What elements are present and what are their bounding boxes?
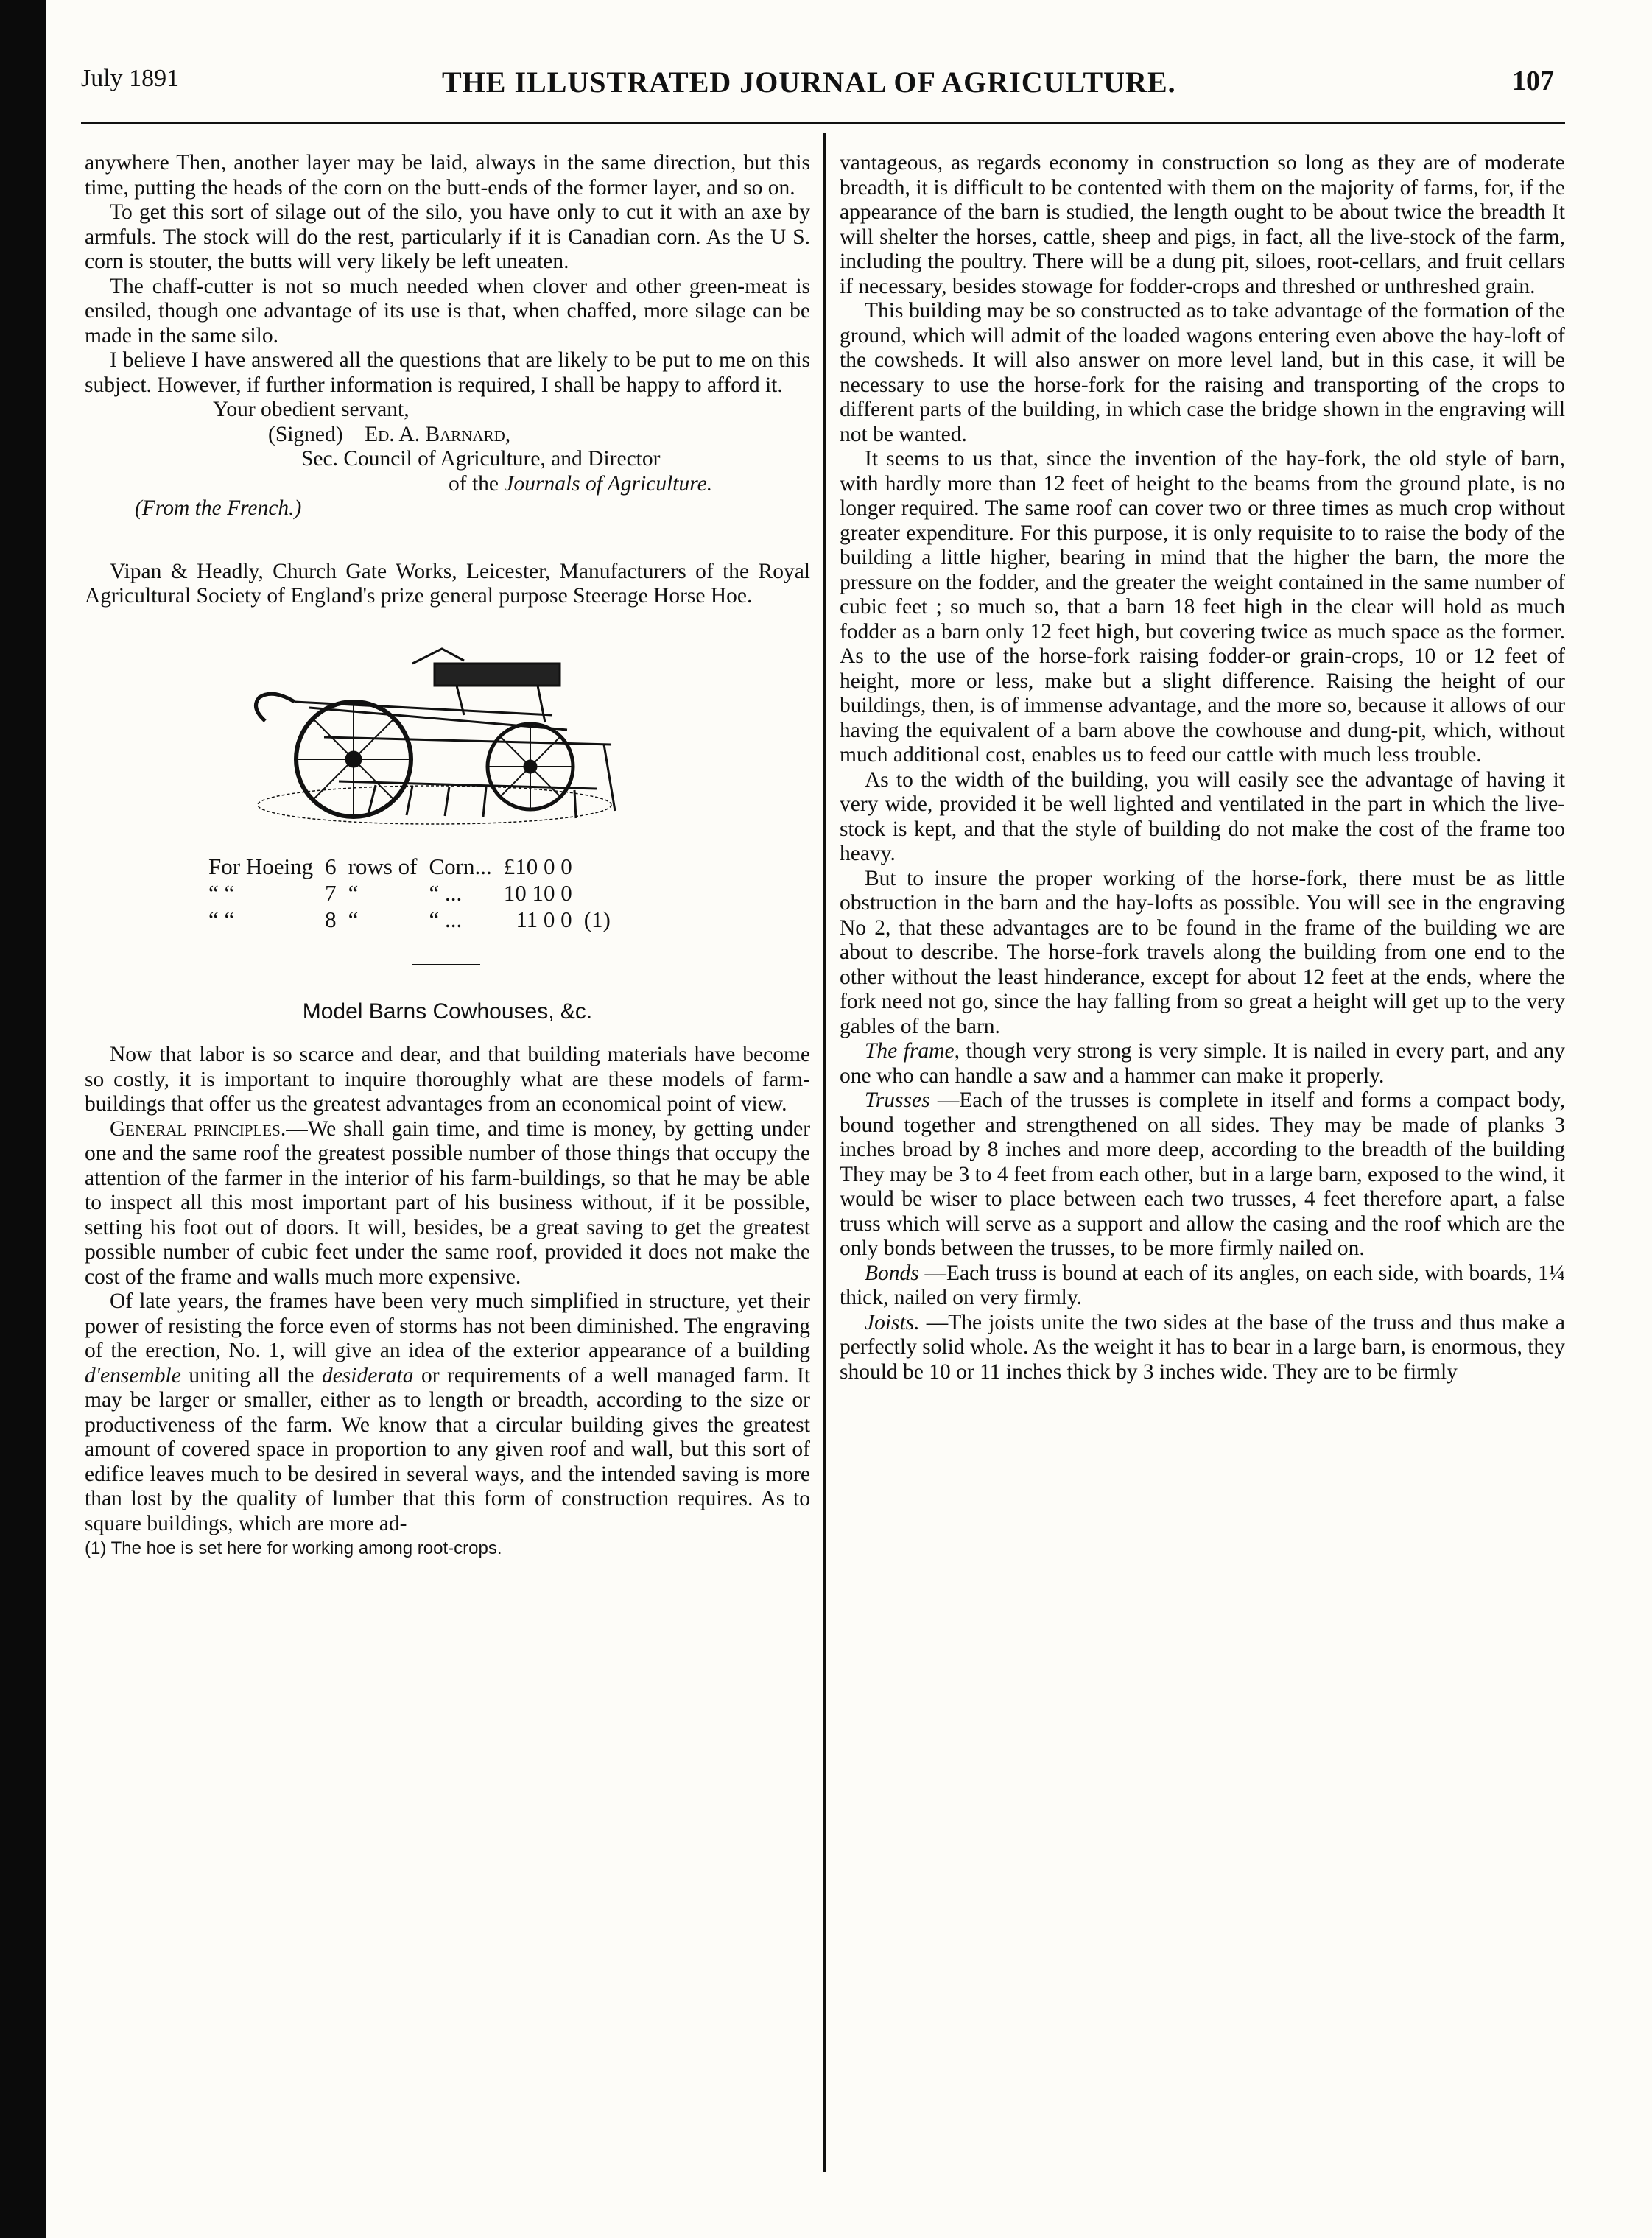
price-note: (1)	[583, 906, 611, 932]
trusses-label: Trusses	[865, 1088, 930, 1112]
frame-text: though very strong is very simple. It is nailed in every part, and any one who can handle a saw and a hammer can make it properly.	[840, 1039, 1566, 1088]
paragraph: This building may be so constructed as to take advantage of the formation of the ground, which will admit of the loaded wagons entering even above the hay-loft of the cowsheds. It will also answer on more level land, but in this case, it will be necessary to use the horse-fork for the raising and transporting of the crops to different parts of the building, in which case the bridge shown in the engraving will not be wanted.	[840, 299, 1566, 446]
price-rows: 7	[325, 879, 337, 906]
price-rows: 6	[325, 853, 337, 879]
joists-text: —The joists unite the two sides at the base of the truss and thus make a perfectly solid whole. As the weight it has to bear in a large barn, is enormous, they should be 10 or 11 inches thick by 3 inches wide. They are to be firmly	[840, 1310, 1566, 1384]
italic-ensemble: d'ensemble	[85, 1363, 181, 1387]
column-divider	[823, 133, 826, 2172]
bonds-text: —Each truss is bound at each of its angles, on each side, with boards, 1¼ thick, nailed on very firmly.	[840, 1261, 1566, 1309]
price-crop: “ ...	[429, 879, 463, 906]
price-unit: “	[348, 906, 359, 932]
price-note	[578, 880, 616, 907]
page-header	[81, 65, 1554, 109]
price-unit: rows of	[348, 853, 418, 879]
source-note: (From the French.)	[135, 496, 302, 520]
paragraph-trusses	[840, 1088, 1565, 1261]
joists-label: Joists.	[865, 1310, 920, 1334]
signature-closing: Your obedient servant,	[213, 398, 410, 421]
letter-signature	[85, 398, 810, 496]
advert-paragraph: Vipan & Headly, Church Gate Works, Leicester, Manufacturers of the Royal Agricultural Society of England's prize general purpose Steerage Horse Hoe.	[85, 559, 810, 608]
section-rule	[412, 964, 480, 965]
price-note	[578, 854, 616, 880]
price-label: “ “	[208, 906, 235, 932]
paragraph	[85, 1289, 810, 1536]
price-label: “ “	[208, 879, 235, 906]
price-rows: 8	[325, 906, 337, 932]
paragraph: I believe I have answered all the questions that are likely to be put to me on this subject. However, if further information is required, I shall be happy to afford it.	[85, 348, 810, 397]
price-amount: 10 10 0	[503, 879, 572, 906]
right-column	[840, 151, 1565, 1384]
paragraph-joists	[840, 1311, 1565, 1385]
price-row	[203, 880, 616, 907]
signature-title-1: Sec. Council of Agriculture, and Director	[301, 447, 661, 471]
page-number: 107	[1512, 66, 1554, 96]
price-row	[203, 854, 616, 880]
paragraph: To get this sort of silage out of the silo, you have only to cut it with an axe by armfuls. The stock will do the rest, particularly if it is Canadian corn. As the U S. corn is stouter, the butts will very likely be left uneaten.	[85, 200, 810, 273]
general-principles-label: General principles.	[110, 1116, 287, 1141]
frame-label: The frame,	[865, 1039, 960, 1063]
paragraph: But to insure the proper working of the horse-fork, there must be as little obstruction in the barn and the hay-lofts as possible. You will see in the engraving No 2, that these advantages are to be found in the frame of the building we are about to describe. The horse-fork travels along the building from one end to the other without the least hinderance, except for about 12 feet at the ends, where the fork need not go, since the hay falling from so great a height will get up to the very gables of the barn.	[840, 866, 1565, 1038]
paragraph-body: or requirements of a well managed farm. It may be larger or smaller, either as to length or breadth, according to the size or productiveness of the farm. We know that a circular building gives the greatest amount of covered space in proportion to any given roof and wall, but this sort of edifice leaves much to be desired in several ways, and the intended saving is more than lost by the quality of lumber that this form of construction requires. As to square buildings, which are more ad-	[85, 1363, 811, 1535]
section-title: Model Barns Cowhouses, &c.	[302, 999, 593, 1024]
footnote: (1) The hoe is set here for working among root-crops.	[85, 1538, 502, 1558]
price-label: For Hoeing	[208, 853, 314, 879]
general-principles-lead: —We shall gain	[286, 1116, 429, 1141]
paragraph: Now that labor is so scarce and dear, and that building materials have become so costly, it is important to inquire thoroughly what are these models of farm-buildings that offer us the greatest advantages from an economical point of view.	[85, 1043, 810, 1116]
price-unit: “	[348, 879, 359, 906]
signature-name-line	[85, 423, 810, 448]
signature-title-prefix: of the	[449, 471, 499, 496]
bonds-label: Bonds	[865, 1261, 919, 1285]
paragraph: The chaff-cutter is not so much needed when clover and other green-meat is ensiled, though one advantage of its use is that, when chaffed, more silage can be made in the same silo.	[85, 274, 810, 348]
paragraph: anywhere Then, another layer may be laid, always in the same direction, but this time, putting the heads of the corn on the butt-ends of the former layer, and so on.	[85, 151, 810, 200]
paragraph: As to the width of the building, you will easily see the advantage of having it very wide, provided it be well lighted and ventilated in the part in which the live-stock is kept, and that the style of building do not make the cost of the frame too heavy.	[840, 767, 1565, 865]
italic-desiderata: desiderata	[321, 1363, 414, 1387]
scan-binding-edge	[0, 0, 46, 2238]
paragraph: It seems to us that, since the invention of the hay-fork, the old style of barn, with hardly more than 12 feet of height to the beams from the ground plate, is no longer required. The same roof can cover two or three times as much crop without greater expenditure. For this purpose, it is only requisite to to raise the body of the building a little higher, bearing in mind that the higher the barn, the more the pressure on the fodder, and the greater the weight contained in the same number of cubic feet ; so much so, that a barn 18 feet high in the clear will hold as much fodder as a barn only 12 feet high, but covering twice as much space as the former. As to the use of the horse-fork raising fodder-or grain-crops, 10 or 12 feet of height, more or less, make but a slight difference. Raising the height of our buildings, then, is of immense advantage, and the more so, because it allows of our having the equivalent of a barn above the cowhouse and dung-pit, which, without much additional cost, enables us to feed our cattle with much less trouble.	[840, 447, 1565, 767]
paragraph-body: Of late years, the frames have been very much simplified in structure, yet their power of resisting the force even of storms has not been diminished. The engraving of the erection, No. 1, will give an idea of the exterior appearance of a building	[85, 1289, 810, 1362]
price-row	[203, 907, 616, 933]
horse-hoe-illustration	[243, 634, 626, 833]
paragraph-bonds	[840, 1261, 1565, 1311]
price-amount: £10 0 0	[503, 853, 572, 879]
trusses-text: —Each of the trusses is complete in itself and forms a compact body, bound together and strengthened on all sides. They may be made of planks 3 inches broad by 8 inches and more deep, according to the breadth of the building They may be 3 to 4 feet from each other, but in a large barn, exposed to the wind, it would be wiser to place between each two trusses, 4 feet therefore apart, a false truss which will serve as a support and allow the casing and the roof which are the only bonds between the trusses, to be more firmly nailed on.	[840, 1088, 1565, 1260]
paragraph-body: time, and time is money, by getting under one and the same roof the greatest possible number of those things that occupy the attention of the farmer in the interior of his farm-buildings, so that he may be able to inspect all this most important part of his business without, if it be possible, setting his foot out of doors. It will, besides, be a great saving to get the greatest possible number of cubic feet under the same roof, provided it does not make the cost of the frame and walls much more expensive.	[85, 1116, 811, 1289]
paragraph-body: uniting all the	[189, 1363, 314, 1387]
paragraph-frame	[840, 1039, 1565, 1088]
left-column	[85, 151, 810, 1561]
price-table	[203, 854, 616, 933]
paragraph: vantageous, as regards economy in construction so long as they are of moderate breadth, it is difficult to be contented with them on the majority of farms, for, if the appearance of the barn is studied, the length ought to be about twice the breadth It will shelter the horses, cattle, sheep and pigs, in fact, all the live-stock of the farm, including the poultry. There will be a dung pit, siloes, root-cellars, and fruit cellars if necessary, besides stowage for fodder-crops and threshed or unthreshed grain.	[840, 151, 1565, 298]
price-crop: “ ...	[429, 906, 463, 932]
header-rule	[81, 122, 1565, 124]
journal-title: THE ILLUSTRATED JOURNAL OF AGRICULTURE.	[442, 66, 1176, 99]
signature-name: Ed. A. Barnard,	[365, 422, 511, 446]
price-crop: Corn...	[429, 853, 492, 879]
issue-date: July 1891	[81, 65, 180, 92]
signature-signed: (Signed)	[268, 422, 343, 446]
price-amount: 11 0 0	[516, 906, 572, 932]
signature-title-2	[85, 472, 810, 497]
signature-title-italic: Journals of Agriculture.	[504, 471, 713, 496]
paragraph	[85, 1117, 810, 1290]
